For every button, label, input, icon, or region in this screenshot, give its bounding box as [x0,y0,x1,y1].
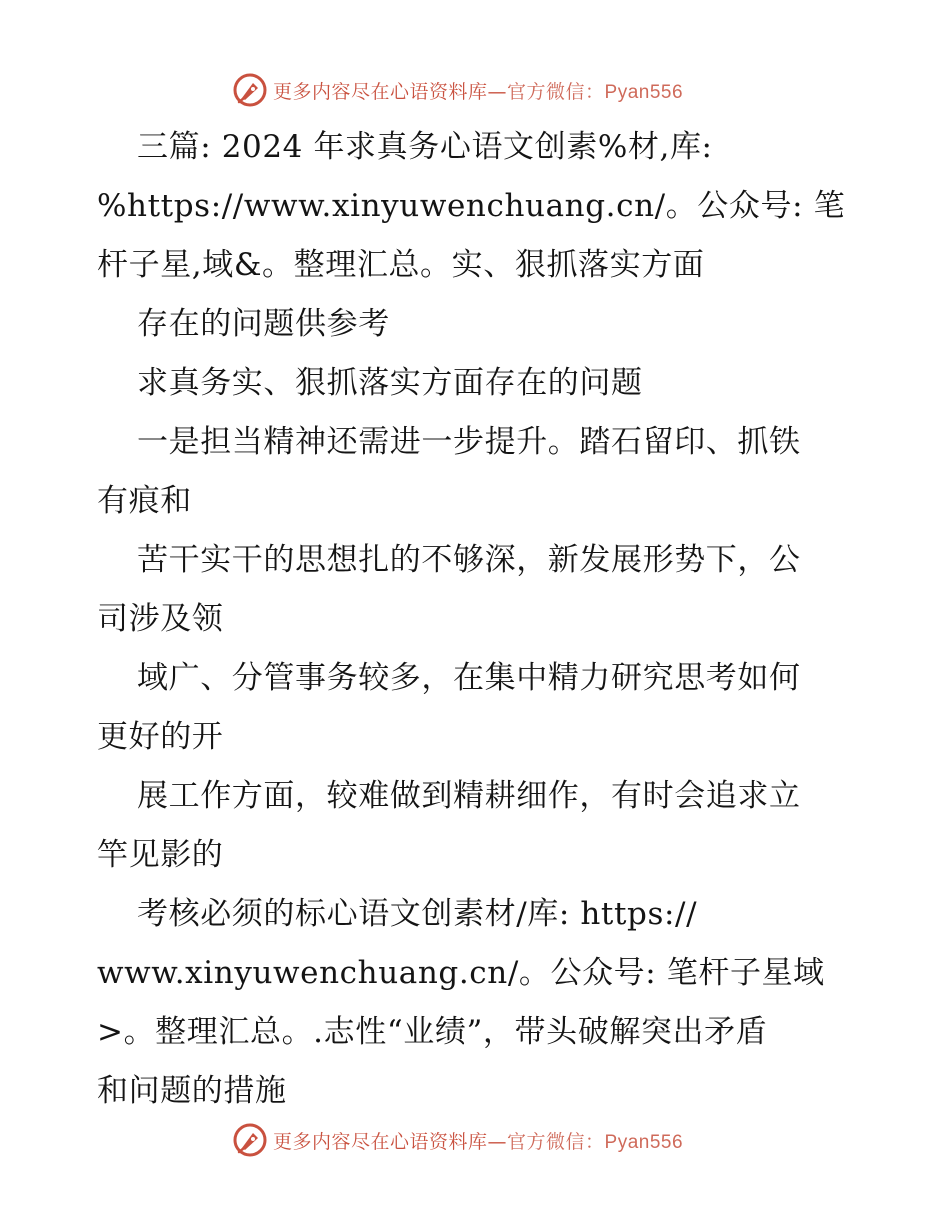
text-line: 展工作方面，较难做到精耕细作，有时会追求立 [137,778,801,814]
text-line: 竿见影的 [97,837,224,873]
text-line: 杆子星,域&。整理汇总。实、狠抓落实方面 [97,247,705,283]
text-line: %https://www.xinyuwenchuang.cn/。公众号: 笔 [97,188,846,224]
text-line: 三篇: 2024 年求真务心语文创素%材,库: [137,129,713,165]
header-banner [233,72,683,108]
text-line: 一是担当精神还需进一步提升。踏石留印、抓铁 [137,424,801,460]
banner-dash: — [487,1130,508,1153]
pen-nib-logo-icon [233,73,267,107]
banner-main-text: 更多内容尽在心语资料库 [273,1130,488,1153]
banner-dash: — [487,80,508,103]
text-line: 存在的问题供参考 [137,306,390,342]
banner-main-text: 更多内容尽在心语资料库 [273,80,488,103]
banner-wechat-id: Pyan556 [604,1131,684,1153]
text-line: 域广、分管事务较多，在集中精力研究思考如何 [137,660,801,696]
banner-wechat-id: Pyan556 [604,81,684,103]
banner-text [273,77,683,104]
banner-text [273,1127,683,1154]
text-line: 有痕和 [97,483,192,519]
text-line: www.xinyuwenchuang.cn/。公众号: 笔杆子星域 [97,955,825,991]
text-line: 苦干实干的思想扎的不够深，新发展形势下，公 [137,542,801,578]
text-line: 考核必须的标心语文创素材/库: https:// [137,896,698,932]
text-line: 更好的开 [97,719,224,755]
footer-banner [233,1122,683,1158]
pen-nib-logo-icon [233,1123,267,1157]
banner-wechat-label: 官方微信： [507,1130,605,1153]
text-line: 司涉及领 [97,601,224,637]
text-line: 求真务实、狠抓落实方面存在的问题 [137,365,643,401]
text-line: >。整理汇总。.志性“业绩”，带头破解突出矛盾 [97,1014,768,1050]
text-line: 和问题的措施 [97,1073,287,1109]
banner-wechat-label: 官方微信： [507,80,605,103]
